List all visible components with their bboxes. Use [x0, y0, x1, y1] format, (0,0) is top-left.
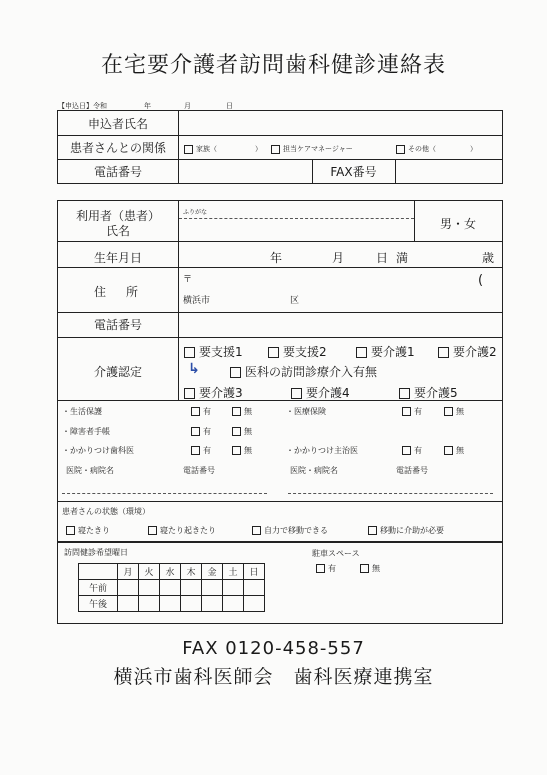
- doctor-no[interactable]: 無: [444, 445, 464, 456]
- postal-mark: 〒: [183, 275, 193, 285]
- dentist-yes[interactable]: 有: [191, 445, 211, 456]
- partial-checkbox[interactable]: [148, 526, 157, 535]
- application-year: 年: [144, 102, 151, 110]
- relation-other[interactable]: その他（: [396, 144, 436, 154]
- row-morning: 午前: [79, 580, 118, 596]
- care-level-2[interactable]: 要介護2: [438, 343, 497, 360]
- day-sun: 日: [244, 564, 265, 580]
- applicant-name-label: 申込者氏名: [87, 117, 148, 131]
- applicant-section: [57, 110, 503, 184]
- applicant-name-field[interactable]: [179, 111, 502, 134]
- care-level-3[interactable]: 要介護3: [184, 384, 243, 401]
- welfare-yes-checkbox[interactable]: [191, 407, 200, 416]
- user-name-label-1: 利用者（患者）: [75, 209, 160, 223]
- applicant-fax-label: FAX番号: [330, 165, 377, 179]
- medical-visit-option[interactable]: 医科の訪問診療介入有無: [230, 363, 377, 380]
- dob-year: 年: [270, 251, 283, 265]
- medical-visit-checkbox[interactable]: [230, 367, 241, 378]
- slot-cell[interactable]: [160, 580, 181, 596]
- fax-number: FAX 0120-458-557: [182, 638, 365, 659]
- condition-assisted[interactable]: 移動に介助が必要: [368, 525, 444, 536]
- user-name-label-2: 氏名: [105, 224, 130, 238]
- disability-label: ・障害者手帳: [62, 427, 110, 436]
- doctor-clinic-label: 医院・病院名: [290, 466, 338, 475]
- doctor-yes-checkbox[interactable]: [402, 446, 411, 455]
- age-suffix: 歳: [482, 251, 495, 265]
- day-tue: 火: [139, 564, 160, 580]
- day-mon: 月: [118, 564, 139, 580]
- dob-label: 生年月日: [93, 251, 142, 265]
- insurance-yes-checkbox[interactable]: [402, 407, 411, 416]
- user-section: [57, 200, 503, 543]
- welfare-no[interactable]: 無: [232, 406, 252, 417]
- application-date-label: 【申込日】令和: [58, 102, 107, 110]
- day-fri: 金: [202, 564, 223, 580]
- level-1-checkbox[interactable]: [356, 347, 367, 358]
- visit-schedule-grid: [78, 563, 265, 612]
- slot-cell[interactable]: [139, 596, 160, 612]
- level-2-checkbox[interactable]: [438, 347, 449, 358]
- doctor-phone-label: 電話番号: [396, 466, 428, 475]
- slot-cell[interactable]: [139, 580, 160, 596]
- care-support-2[interactable]: 要支援2: [268, 343, 327, 360]
- ward-label: 区: [290, 296, 300, 306]
- condition-label: 患者さんの状態（環境）: [62, 507, 150, 516]
- support-2-checkbox[interactable]: [268, 347, 279, 358]
- dentist-clinic-label: 医院・病院名: [66, 466, 114, 475]
- insurance-label: ・医療保険: [286, 407, 326, 416]
- relation-care-manager[interactable]: 担当ケアマネージャー: [271, 144, 353, 154]
- family-dentist-label: ・かかりつけ歯科医: [62, 446, 134, 455]
- slot-cell[interactable]: [223, 596, 244, 612]
- user-phone-label: 電話番号: [93, 318, 142, 332]
- dentist-no-checkbox[interactable]: [232, 446, 241, 455]
- slot-cell[interactable]: [244, 596, 265, 612]
- welfare-yes[interactable]: 有: [191, 406, 211, 417]
- address-label: 住 所: [93, 285, 142, 299]
- dentist-no[interactable]: 無: [232, 445, 252, 456]
- city-label: 横浜市: [183, 296, 211, 306]
- condition-partial[interactable]: 寝たり起きたり: [148, 525, 216, 536]
- doctor-no-checkbox[interactable]: [444, 446, 453, 455]
- age-prefix: 満: [396, 251, 409, 265]
- insurance-no[interactable]: 無: [444, 406, 464, 417]
- day-thu: 木: [181, 564, 202, 580]
- organization-name: 横浜市歯科医師会 歯科医療連携室: [113, 666, 434, 688]
- form-title: 在宅要介護者訪問歯科健診連絡表: [100, 53, 446, 78]
- independent-checkbox[interactable]: [252, 526, 261, 535]
- dentist-phone-label: 電話番号: [183, 466, 215, 475]
- welfare-label: ・生活保護: [62, 407, 102, 416]
- parking-no-checkbox[interactable]: [360, 564, 369, 573]
- parking-yes-checkbox[interactable]: [316, 564, 325, 573]
- relation-label: 患者さんとの関係: [69, 141, 166, 155]
- care-support-1[interactable]: 要支援1: [184, 343, 243, 360]
- dob-day: 日: [376, 251, 389, 265]
- relation-family[interactable]: 家族（: [184, 144, 217, 154]
- care-level-4[interactable]: 要介護4: [291, 384, 350, 401]
- dob-month: 月: [332, 251, 345, 265]
- slot-cell[interactable]: [244, 580, 265, 596]
- doctor-yes[interactable]: 有: [402, 445, 422, 456]
- slot-cell[interactable]: [202, 596, 223, 612]
- level-3-checkbox[interactable]: [184, 388, 195, 399]
- level-4-checkbox[interactable]: [291, 388, 302, 399]
- parking-no[interactable]: 無: [360, 563, 380, 574]
- disability-yes[interactable]: 有: [191, 426, 211, 437]
- condition-bedridden[interactable]: 寝たきり: [66, 525, 110, 536]
- slot-cell[interactable]: [160, 596, 181, 612]
- applicant-phone-label: 電話番号: [93, 165, 142, 179]
- row-afternoon: 午後: [79, 596, 118, 612]
- other-checkbox[interactable]: [396, 145, 405, 154]
- visit-section: [57, 541, 503, 624]
- family-doctor-label: ・かかりつけ主治医: [286, 446, 358, 455]
- relation-other-close: ）: [470, 145, 477, 153]
- slot-cell[interactable]: [118, 580, 139, 596]
- disability-yes-checkbox[interactable]: [191, 427, 200, 436]
- dentist-yes-checkbox[interactable]: [191, 446, 200, 455]
- day-wed: 水: [160, 564, 181, 580]
- day-sat: 土: [223, 564, 244, 580]
- care-manager-checkbox[interactable]: [271, 145, 280, 154]
- slot-cell[interactable]: [181, 596, 202, 612]
- arrow-icon: ↳: [188, 361, 200, 377]
- disability-no[interactable]: 無: [232, 426, 252, 437]
- slot-cell[interactable]: [223, 580, 244, 596]
- assisted-checkbox[interactable]: [368, 526, 377, 535]
- insurance-no-checkbox[interactable]: [444, 407, 453, 416]
- insurance-yes[interactable]: 有: [402, 406, 422, 417]
- support-1-checkbox[interactable]: [184, 347, 195, 358]
- disability-no-checkbox[interactable]: [232, 427, 241, 436]
- parking-label: 駐車スペース: [312, 549, 360, 558]
- relation-family-close: ）: [255, 145, 262, 153]
- visit-day-label: 訪問健診希望曜日: [64, 548, 128, 557]
- care-level-5[interactable]: 要介護5: [399, 384, 458, 401]
- bedridden-checkbox[interactable]: [66, 526, 75, 535]
- condition-independent[interactable]: 自力で移動できる: [252, 525, 328, 536]
- slot-cell[interactable]: [181, 580, 202, 596]
- level-5-checkbox[interactable]: [399, 388, 410, 399]
- slot-cell[interactable]: [202, 580, 223, 596]
- care-level-1[interactable]: 要介護1: [356, 343, 415, 360]
- care-level-label: 介護認定: [93, 365, 142, 379]
- furigana-label: ふりがな: [183, 209, 208, 216]
- welfare-no-checkbox[interactable]: [232, 407, 241, 416]
- parking-yes[interactable]: 有: [316, 563, 336, 574]
- sex-field[interactable]: 男・女: [439, 217, 476, 231]
- application-month: 月: [184, 102, 191, 110]
- address-paren: (: [478, 273, 484, 288]
- slot-cell[interactable]: [118, 596, 139, 612]
- application-day: 日: [226, 102, 233, 110]
- family-checkbox[interactable]: [184, 145, 193, 154]
